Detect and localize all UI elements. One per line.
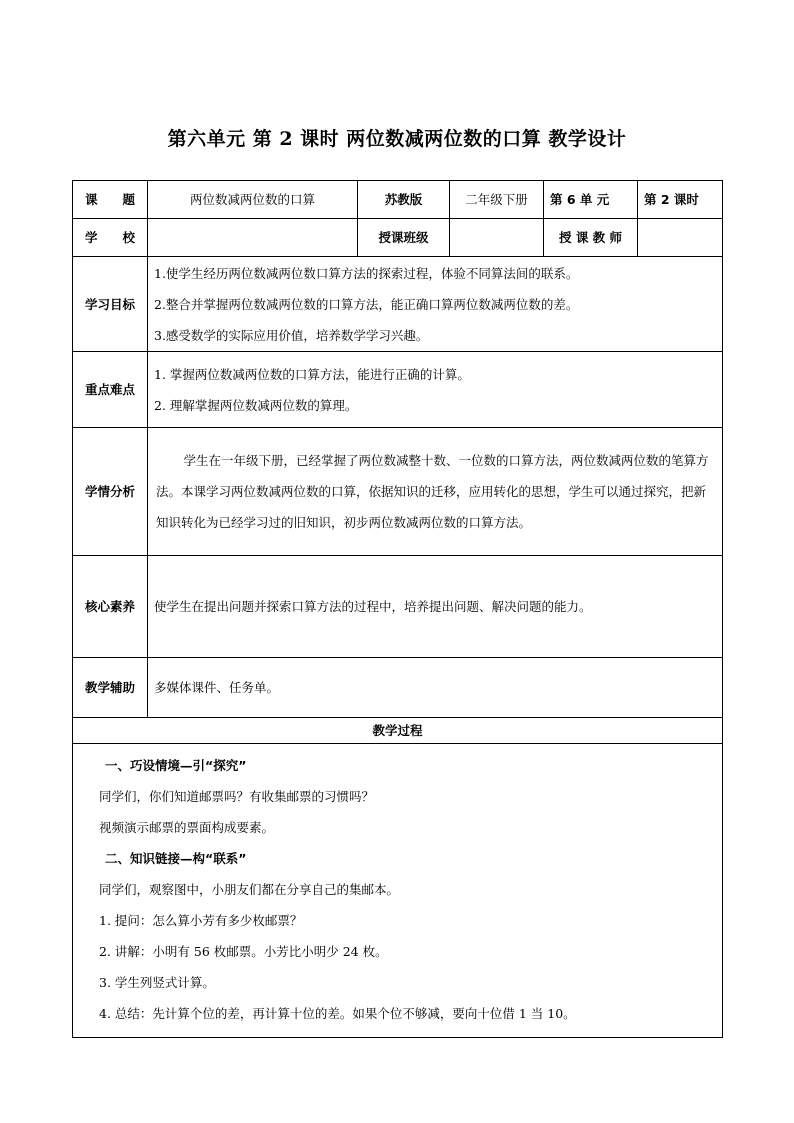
process-line: 2. 讲解：小明有 56 枚邮票。小芳比小明少 24 枚。: [99, 944, 388, 959]
goal-item: 3.感受数学的实际应用价值，培养数学学习兴趣。: [154, 327, 429, 343]
aids-row: [73, 658, 723, 718]
process-section-heading: 二、知识链接—构“联系”: [105, 851, 247, 866]
topic-label: 课 题: [73, 181, 148, 219]
school-label: 学 校: [73, 219, 148, 257]
aids-text: 多媒体课件、任务单。: [148, 658, 723, 718]
grade: 二年级下册: [450, 181, 544, 219]
teacher-value: [638, 219, 723, 257]
core-label: 核心素养: [73, 556, 148, 658]
process-content: [73, 744, 723, 1038]
process-line: 3. 学生列竖式计算。: [99, 975, 215, 990]
topic-row: [73, 181, 723, 219]
process-line: 同学们，观察图中，小朋友们都在分享自己的集邮本。: [99, 882, 400, 897]
key-point-item: 2. 理解掌握两位数减两位数的算理。: [154, 397, 358, 413]
teacher-label: 授 课 教 师: [544, 219, 638, 257]
school-value: [148, 219, 358, 257]
key-points-content: [148, 352, 723, 428]
lesson: 第 2 课时: [638, 181, 723, 219]
goals-content: [148, 257, 723, 352]
key-points-row: [73, 352, 723, 428]
topic-value: 两位数减两位数的口算: [148, 181, 358, 219]
lesson-plan-table: [72, 180, 723, 1038]
process-line: 同学们，你们知道邮票吗？有收集邮票的习惯吗？: [99, 789, 375, 804]
analysis-label: 学情分析: [73, 428, 148, 556]
goal-item: 1.使学生经历两位数减两位数口算方法的探索过程，体验不同算法间的联系。: [154, 265, 579, 281]
goal-item: 2.整合并掌握两位数减两位数的口算方法，能正确口算两位数减两位数的差。: [154, 296, 579, 312]
process-line: 1. 提问：怎么算小芳有多少枚邮票？: [99, 913, 303, 928]
publisher: 苏教版: [358, 181, 450, 219]
class-value: [450, 219, 544, 257]
class-label: 授课班级: [358, 219, 450, 257]
analysis-content: [148, 428, 723, 556]
core-row: [73, 556, 723, 658]
school-row: [73, 219, 723, 257]
key-point-item: 1. 掌握两位数减两位数的口算方法，能进行正确的计算。: [154, 366, 470, 382]
process-section-heading: 一、巧设情境—引“探究”: [105, 758, 247, 773]
process-line: 4. 总结：先计算个位的差，再计算十位的差。如果个位不够减，要向十位借 1 当 10。: [99, 1006, 576, 1021]
process-heading-row: [73, 718, 723, 744]
goals-label: 学习目标: [73, 257, 148, 352]
goals-row: [73, 257, 723, 352]
analysis-text: 学生在一年级下册，已经掌握了两位数减整十数、一位数的口算方法，两位数减两位数的笔算方法。本课学习两位数减两位数的口算，依据知识的迁移，应用转化的思想，学生可以通过探究，把新知识转化为已经学习过的旧知识，初步两位数减两位数的口算方法。: [156, 453, 709, 530]
key-points-label: 重点难点: [73, 352, 148, 428]
core-text: 使学生在提出问题并探索口算方法的过程中，培养提出问题、解决问题的能力。: [148, 556, 723, 658]
process-body-row: [73, 744, 723, 1038]
process-heading: 教学过程: [73, 718, 723, 744]
process-line: 视频演示邮票的票面构成要素。: [99, 820, 275, 835]
document-title: 第六单元 第 2 课时 两位数减两位数的口算 教学设计: [167, 128, 627, 150]
analysis-row: [73, 428, 723, 556]
aids-label: 教学辅助: [73, 658, 148, 718]
unit: 第 6 单 元: [544, 181, 638, 219]
